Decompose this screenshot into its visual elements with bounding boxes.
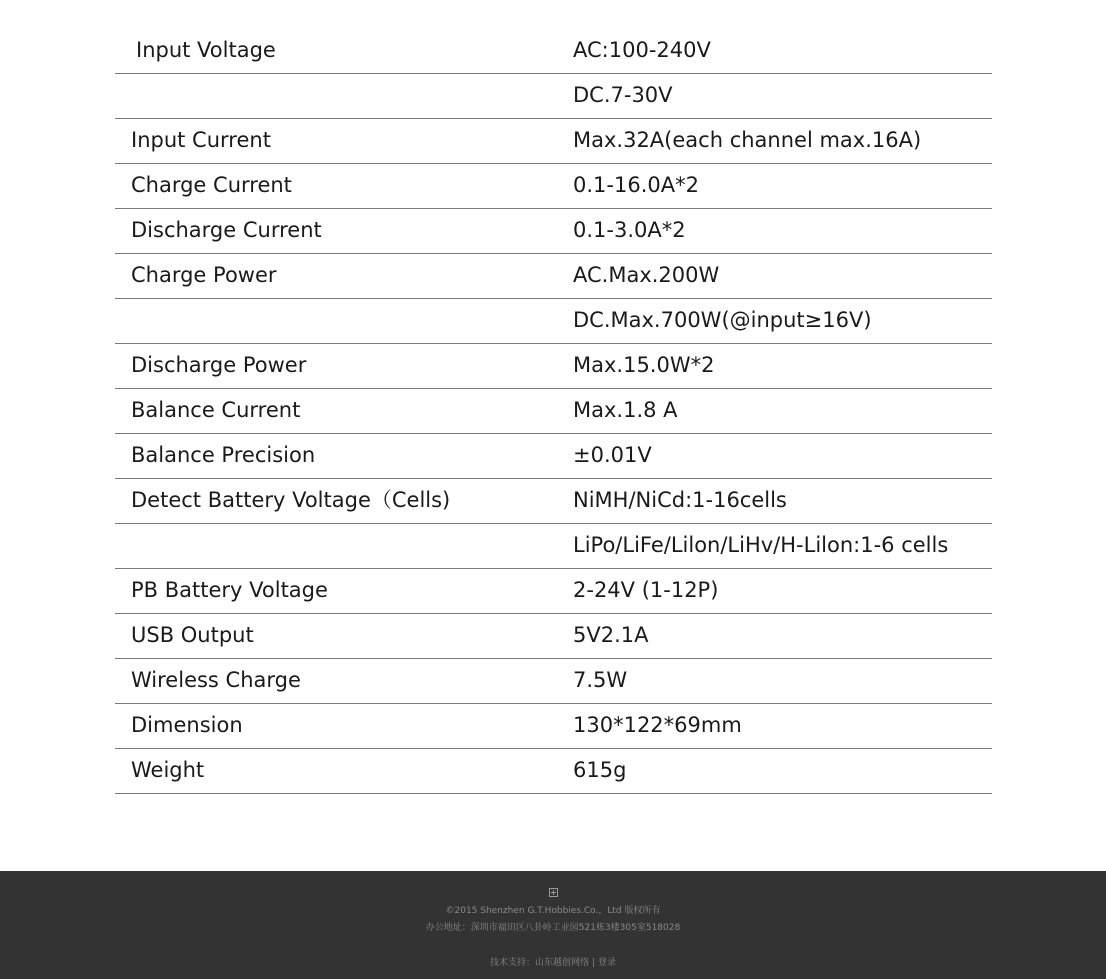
- spec-label: USB Output: [131, 623, 254, 647]
- spec-row: [115, 433, 992, 478]
- footer-support-label: 技术支持：: [489, 958, 535, 968]
- spec-value: LiPo/LiFe/Lilon/LiHv/H-Lilon:1-6 cells: [573, 533, 949, 557]
- spec-value: Max.1.8 A: [573, 398, 678, 422]
- footer-separator: |: [591, 958, 596, 968]
- spec-label: PB Battery Voltage: [131, 578, 328, 602]
- spec-row: [115, 163, 992, 208]
- footer-support: [0, 959, 1106, 968]
- spec-label: Balance Current: [131, 398, 301, 422]
- spec-label: Balance Precision: [131, 443, 316, 467]
- spec-row: [115, 658, 992, 703]
- spec-row: [115, 118, 992, 163]
- spec-row: [115, 388, 992, 433]
- spec-label: [115, 523, 573, 568]
- spec-value: AC.Max.200W: [573, 263, 720, 287]
- spec-label: [115, 298, 573, 343]
- spec-row: [115, 613, 992, 658]
- spec-label: Wireless Charge: [131, 668, 301, 692]
- spec-value: DC.Max.700W(@input≥16V): [573, 308, 872, 332]
- spec-label: Charge Current: [131, 173, 292, 197]
- footer-address: 办公地址：深圳市福田区八卦岭工业园521栋3楼305室518028: [425, 923, 681, 933]
- footer-support-link[interactable]: 山东越创网络: [534, 958, 589, 968]
- footer-login-link[interactable]: 登录: [598, 958, 617, 968]
- spec-row: [115, 478, 992, 523]
- spec-value: 615g: [573, 758, 627, 782]
- spec-row: [115, 253, 992, 298]
- spec-value: ±0.01V: [573, 443, 652, 467]
- spec-label: Weight: [131, 758, 205, 782]
- spec-label: [115, 73, 573, 118]
- spec-label: Discharge Current: [131, 218, 322, 242]
- footer-copyright: ©2015 Shenzhen G.T.Hobbies.Co.，Ltd 版权所有: [445, 906, 661, 916]
- spec-value: 0.1-16.0A*2: [573, 173, 699, 197]
- spec-label: Charge Power: [131, 263, 277, 287]
- spec-row: [115, 73, 992, 118]
- spec-value: 0.1-3.0A*2: [573, 218, 686, 242]
- spec-row: [115, 568, 992, 613]
- spec-value: 2-24V (1-12P): [573, 578, 719, 602]
- spec-value: DC.7-30V: [573, 83, 673, 107]
- spec-row: [115, 703, 992, 748]
- footer-emblem-icon: [0, 888, 1106, 900]
- spec-value: 5V2.1A: [573, 623, 649, 647]
- spec-row: [115, 298, 992, 343]
- spec-value: 130*122*69mm: [573, 713, 742, 737]
- spec-row: [115, 208, 992, 253]
- spec-value: NiMH/NiCd:1-16cells: [573, 488, 787, 512]
- spec-row: [115, 28, 992, 73]
- spec-row: [115, 343, 992, 388]
- spec-row: [115, 523, 992, 568]
- spec-label: Discharge Power: [131, 353, 307, 377]
- spec-label: Detect Battery Voltage（Cells): [131, 488, 451, 512]
- spec-value: 7.5W: [573, 668, 628, 692]
- spec-value: Max.15.0W*2: [573, 353, 715, 377]
- spec-row: [115, 748, 992, 793]
- spec-label: Input Voltage: [136, 37, 276, 62]
- site-footer: [0, 871, 1106, 979]
- spec-table: [115, 28, 992, 794]
- spec-value: Max.32A(each channel max.16A): [573, 128, 922, 152]
- spec-value: AC:100-240V: [573, 37, 711, 62]
- spec-label: Dimension: [131, 713, 243, 737]
- spec-label: Input Current: [131, 128, 271, 152]
